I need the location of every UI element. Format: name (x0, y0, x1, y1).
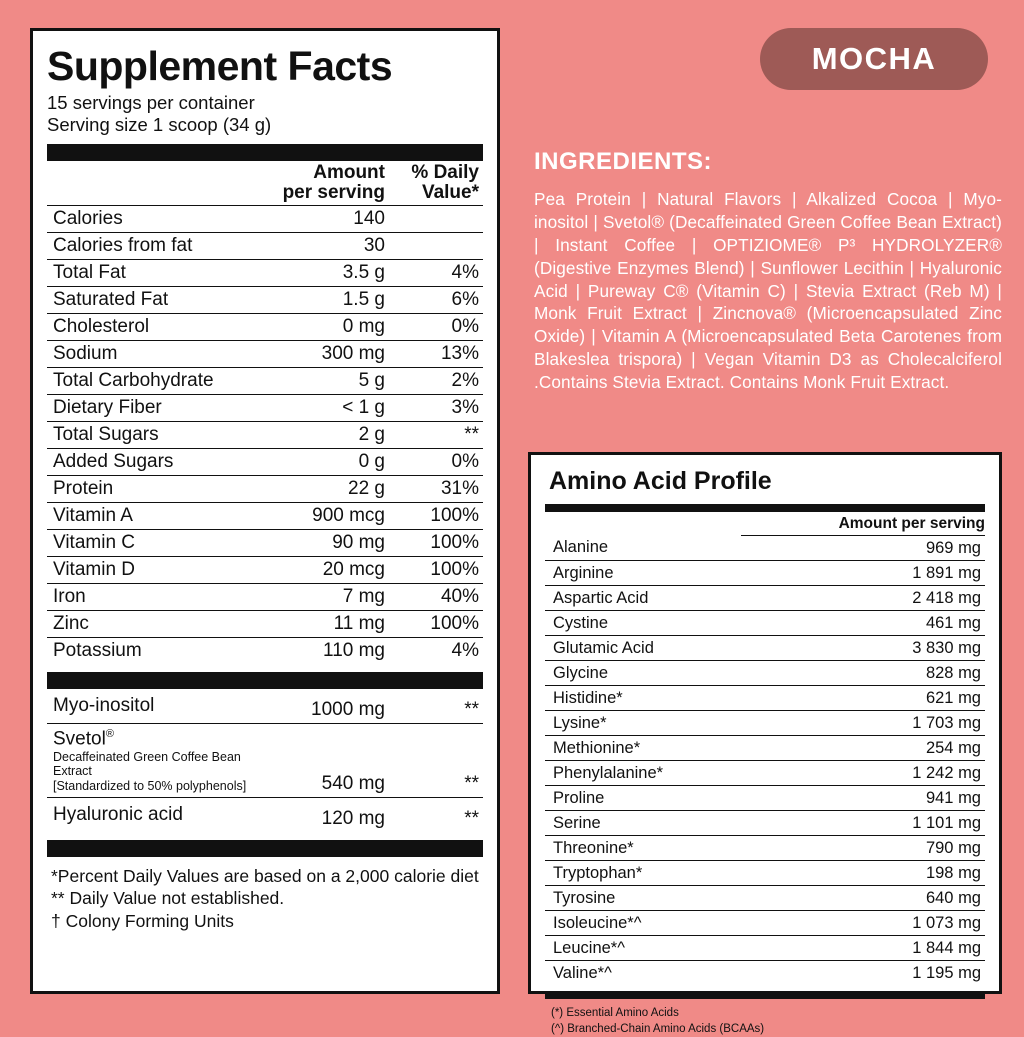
blend-subtext-1: Decaffeinated Green Coffee Bean Extract (53, 749, 241, 779)
amino-amount: 254 mg (741, 736, 985, 761)
nutrient-dv: 100% (393, 502, 483, 529)
table-row (47, 723, 483, 797)
table-row (47, 689, 483, 724)
ingredients-section (534, 148, 1002, 394)
registered-mark: ® (105, 727, 114, 740)
nutrient-amount: 300 mg (253, 340, 393, 367)
nutrient-dv (393, 205, 483, 232)
nutrient-amount: 2 g (253, 421, 393, 448)
nutrient-amount: 20 mcg (253, 556, 393, 583)
blend-name-group (47, 723, 253, 797)
amino-header-row (545, 512, 985, 536)
table-row (47, 529, 483, 556)
nutrient-dv: 13% (393, 340, 483, 367)
nutrient-name: Saturated Fat (47, 286, 253, 313)
table-row (47, 583, 483, 610)
header-blank (47, 161, 253, 205)
table-row (47, 340, 483, 367)
footnote-not-established: ** Daily Value not established. (51, 888, 285, 909)
nutrient-amount: 22 g (253, 475, 393, 502)
amino-amount: 828 mg (741, 661, 985, 686)
divider-thick-middle (47, 672, 483, 689)
amino-amount: 1 073 mg (741, 911, 985, 936)
header-daily-value (393, 161, 483, 205)
table-row (545, 761, 985, 786)
table-row (545, 561, 985, 586)
blend-subtext-2: [Standardized to 50% polyphenols] (53, 778, 247, 793)
amino-name: Isoleucine*^ (545, 911, 741, 936)
footnote-cfu: † Colony Forming Units (51, 910, 234, 931)
table-row (545, 786, 985, 811)
nutrient-name: Protein (47, 475, 253, 502)
amino-name: Leucine*^ (545, 936, 741, 961)
table-row (545, 536, 985, 561)
nutrient-amount: 0 g (253, 448, 393, 475)
nutrient-name: Potassium (53, 639, 142, 661)
supplement-facts-footnotes (47, 865, 483, 932)
table-row (545, 661, 985, 686)
amino-name: Tyrosine (545, 886, 741, 911)
table-row (545, 586, 985, 611)
nutrient-name: Added Sugars (47, 448, 253, 475)
proprietary-blend-table (47, 689, 483, 832)
nutrient-amount: 7 mg (253, 583, 393, 610)
nutrient-dv: 100% (393, 529, 483, 556)
nutrient-name: Dietary Fiber (47, 394, 253, 421)
table-row (545, 611, 985, 636)
nutrient-dv: 100% (393, 610, 483, 637)
nutrient-dv: 0% (393, 448, 483, 475)
nutrient-dv: 31% (393, 475, 483, 502)
ingredients-body: Pea Protein | Natural Flavors | Alkalized Cocoa | Myo-inositol | Svetol® (Decaffeinated Green Coffee Bean Extract) | Instant Coffee | OPTIZIOME® P³ HYDROLYZER® (Digestive Enzymes Blend) | Sunflower Lecithin | Hyaluronic Acid | Pureway C® (Vitamin C) | Stevia Extract (Reb M) | Monk Fruit Extract | Zincnova® (Microencapsulated Zinc Oxide) | Vitamin A (Microencapsulated Beta Carotenes from Blakeslea trispora) | Vegan Vitamin D3 as Cholecalciferol .Contains Stevia Extract. Contains Monk Fruit Extract. (534, 189, 1002, 392)
amino-amount: 3 830 mg (741, 636, 985, 661)
amino-name: Proline (545, 786, 741, 811)
amino-name: Glutamic Acid (545, 636, 741, 661)
amino-name: Threonine* (545, 836, 741, 861)
amino-header-blank (545, 512, 741, 536)
footnote-bcaa: (^) Branched-Chain Amino Acids (BCAAs) (551, 1022, 765, 1035)
amino-name: Arginine (545, 561, 741, 586)
nutrient-amount: 900 mcg (253, 502, 393, 529)
header-amount (253, 161, 393, 205)
nutrient-name: Total Fat (47, 259, 253, 286)
blend-name: Svetol (53, 727, 106, 749)
blend-dv: ** (393, 689, 483, 724)
amino-acid-panel (528, 452, 1002, 1035)
nutrient-name: Total Carbohydrate (47, 367, 253, 394)
table-row (545, 836, 985, 861)
footnote-essential: (*) Essential Amino Acids (551, 1007, 679, 1019)
blend-amount: 120 mg (321, 808, 385, 830)
table-row (47, 367, 483, 394)
nutrient-dv: 40% (393, 583, 483, 610)
divider-thick-bottom (47, 840, 483, 857)
table-row (545, 886, 985, 911)
amino-name: Glycine (545, 661, 741, 686)
amino-amount: 640 mg (741, 886, 985, 911)
supplement-facts-table (47, 161, 483, 664)
amino-amount: 1 101 mg (741, 811, 985, 836)
amino-divider-bottom (545, 991, 985, 999)
amino-name: Cystine (545, 611, 741, 636)
nutrient-amount: 3.5 g (253, 259, 393, 286)
table-row (47, 232, 483, 259)
amino-amount: 941 mg (741, 786, 985, 811)
table-row (47, 448, 483, 475)
header-dv-line2: Value* (421, 181, 479, 203)
flavor-badge (760, 28, 988, 90)
amino-name: Histidine* (545, 686, 741, 711)
amino-amount: 461 mg (741, 611, 985, 636)
amino-footnotes (545, 1006, 985, 1037)
table-header-row (47, 161, 483, 205)
amino-amount: 198 mg (741, 861, 985, 886)
nutrient-dv: 4% (451, 639, 479, 661)
amino-name: Phenylalanine* (545, 761, 741, 786)
amino-name: Methionine* (545, 736, 741, 761)
amino-amount: 621 mg (741, 686, 985, 711)
table-row (545, 711, 985, 736)
table-row (47, 286, 483, 313)
nutrient-amount: 110 mg (323, 639, 385, 661)
table-row (47, 259, 483, 286)
nutrient-name: Vitamin C (47, 529, 253, 556)
blend-amount: 540 mg (253, 723, 393, 797)
nutrient-amount: 0 mg (253, 313, 393, 340)
table-row (545, 911, 985, 936)
table-row (47, 394, 483, 421)
amino-amount: 1 195 mg (912, 963, 981, 982)
nutrient-name: Vitamin D (47, 556, 253, 583)
amino-name: Valine*^ (553, 963, 612, 982)
header-amount-line1: Amount (313, 161, 385, 183)
amino-name: Tryptophan* (545, 861, 741, 886)
flavor-label: MOCHA (811, 41, 937, 76)
supplement-facts-title: Supplement Facts (47, 43, 393, 89)
servings-per-container: 15 servings per container (47, 92, 255, 114)
table-row (47, 637, 483, 664)
nutrient-dv: 3% (393, 394, 483, 421)
nutrient-dv: 100% (393, 556, 483, 583)
table-row (545, 961, 985, 986)
nutrient-dv (393, 232, 483, 259)
amino-amount: 2 418 mg (741, 586, 985, 611)
amino-amount: 1 844 mg (741, 936, 985, 961)
serving-size: Serving size 1 scoop (34 g) (47, 113, 272, 135)
nutrient-amount: < 1 g (253, 394, 393, 421)
amino-amount: 1 242 mg (741, 761, 985, 786)
table-row (47, 205, 483, 232)
table-row (47, 421, 483, 448)
nutrient-amount: 1.5 g (253, 286, 393, 313)
divider-thick-top (47, 144, 483, 161)
supplement-facts-panel (30, 28, 500, 994)
amino-name: Serine (545, 811, 741, 836)
table-row (545, 861, 985, 886)
table-row (545, 736, 985, 761)
amino-amount: 790 mg (741, 836, 985, 861)
nutrient-name: Zinc (47, 610, 253, 637)
footnote-daily-value: *Percent Daily Values are based on a 2,000 calorie diet (51, 866, 479, 887)
amino-amount: 969 mg (741, 536, 985, 561)
amino-name: Lysine* (545, 711, 741, 736)
table-row (47, 610, 483, 637)
nutrient-name: Total Sugars (47, 421, 253, 448)
amino-amount: 1 703 mg (741, 711, 985, 736)
nutrient-name: Cholesterol (47, 313, 253, 340)
blend-dv: ** (464, 808, 479, 830)
nutrient-dv: ** (393, 421, 483, 448)
amino-name: Aspartic Acid (545, 586, 741, 611)
nutrient-dv: 2% (393, 367, 483, 394)
nutrient-name: Vitamin A (47, 502, 253, 529)
nutrient-amount: 11 mg (253, 610, 393, 637)
blend-amount: 1000 mg (253, 689, 393, 724)
header-dv-line1: % Daily (411, 161, 479, 183)
nutrient-amount: 90 mg (253, 529, 393, 556)
blend-dv: ** (393, 723, 483, 797)
nutrient-name: Calories from fat (47, 232, 253, 259)
table-row (47, 502, 483, 529)
table-row (47, 475, 483, 502)
nutrient-name: Calories (47, 205, 253, 232)
table-row (47, 556, 483, 583)
nutrient-name: Iron (47, 583, 253, 610)
nutrient-dv: 6% (393, 286, 483, 313)
nutrient-amount: 5 g (253, 367, 393, 394)
table-row (545, 686, 985, 711)
table-row (47, 313, 483, 340)
blend-name: Myo-inositol (47, 689, 253, 724)
blend-name: Hyaluronic acid (53, 804, 183, 826)
nutrient-amount: 30 (253, 232, 393, 259)
nutrient-dv: 0% (393, 313, 483, 340)
nutrient-dv: 4% (393, 259, 483, 286)
amino-acid-title: Amino Acid Profile (549, 467, 772, 495)
amino-divider-top (545, 504, 985, 512)
nutrient-amount: 140 (253, 205, 393, 232)
amino-amount-header: Amount per serving (741, 512, 985, 536)
amino-amount: 1 891 mg (741, 561, 985, 586)
table-row (545, 811, 985, 836)
ingredients-heading: INGREDIENTS: (534, 148, 713, 175)
table-row (545, 936, 985, 961)
table-row (545, 636, 985, 661)
amino-name: Alanine (545, 536, 741, 561)
amino-acid-table (545, 512, 985, 985)
header-amount-line2: per serving (282, 181, 385, 203)
table-row (47, 798, 483, 833)
nutrient-name: Sodium (47, 340, 253, 367)
